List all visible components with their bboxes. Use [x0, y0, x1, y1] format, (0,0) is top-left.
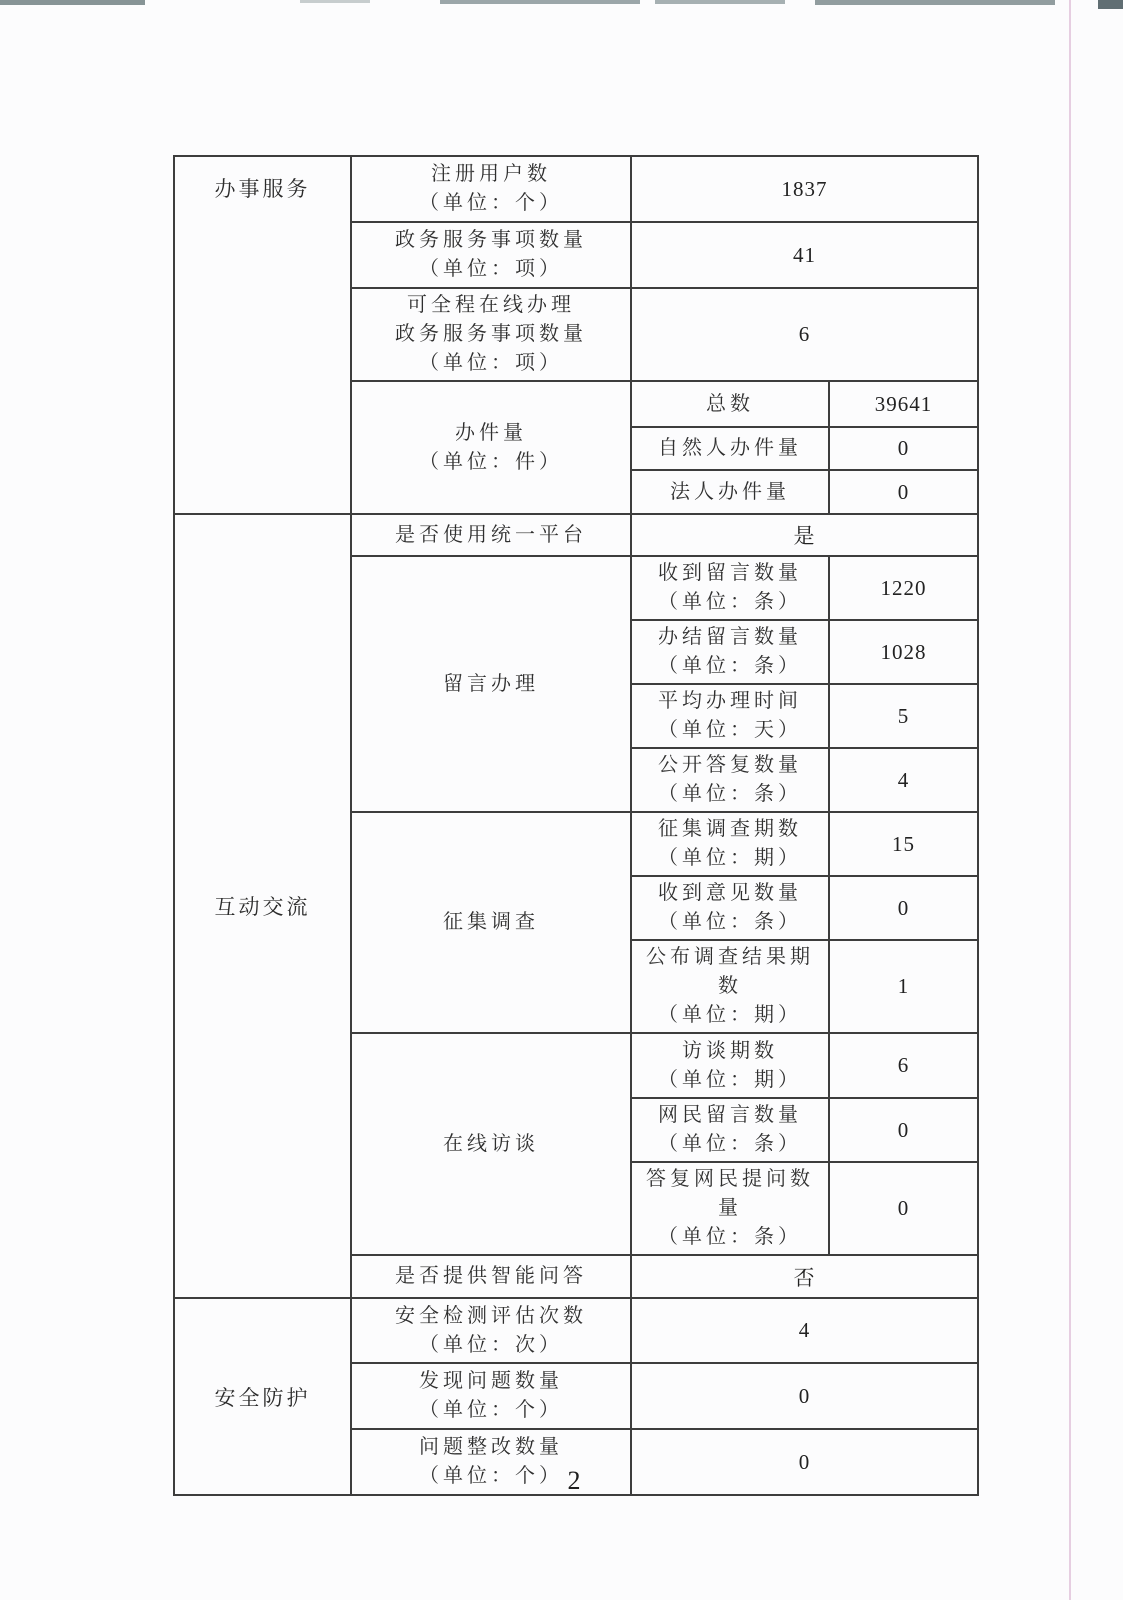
label-line: 问题整改数量	[419, 1436, 563, 1458]
subitem-label-cell	[631, 1098, 829, 1162]
item-label-cell	[351, 1363, 631, 1429]
report-table	[173, 155, 979, 1496]
scan-artifact-top	[655, 0, 785, 4]
value-cell: 0	[829, 470, 978, 514]
value-cell: 15	[829, 812, 978, 876]
subitem-label-cell	[631, 427, 829, 470]
subitem-label-cell	[631, 1033, 829, 1098]
label-line: （单位：条）	[658, 911, 802, 933]
scan-artifact-top	[0, 0, 145, 5]
value-cell: 是	[631, 514, 978, 556]
subitem-label-cell	[631, 381, 829, 427]
scan-artifact-top	[815, 0, 1055, 5]
label-line: （单位：个）	[419, 1465, 563, 1487]
item-label-cell	[351, 556, 631, 812]
value-cell: 0	[631, 1363, 978, 1429]
label-line: （单位：次）	[419, 1333, 563, 1356]
subitem-label-cell	[631, 556, 829, 620]
label-line: （单位：项）	[419, 258, 563, 280]
label-line: （单位：条）	[658, 1226, 802, 1248]
value-cell: 4	[829, 748, 978, 812]
label-line: 收到意见数量	[658, 882, 802, 904]
label-line: （单位：个）	[419, 1399, 563, 1421]
value-cell: 6	[631, 288, 978, 381]
label-line: （单位：件）	[419, 450, 563, 473]
label-line: 自然人办件量	[658, 437, 802, 459]
label-line: 办结留言数量	[658, 626, 802, 648]
label-line: 征集调查	[443, 911, 539, 933]
table-row	[174, 156, 978, 222]
category-cell: 互动交流	[174, 514, 351, 1298]
item-label-cell	[351, 156, 631, 222]
label-line: 答复网民提问数量	[646, 1168, 814, 1219]
label-line: 安全检测评估次数	[395, 1304, 587, 1327]
value-cell: 0	[829, 876, 978, 940]
item-label-cell	[351, 514, 631, 556]
subitem-label-cell	[631, 940, 829, 1033]
label-line: 发现问题数量	[419, 1370, 563, 1392]
label-line: （单位：条）	[658, 591, 802, 613]
subitem-label-cell	[631, 748, 829, 812]
item-label-cell	[351, 222, 631, 288]
item-label-cell	[351, 812, 631, 1033]
label-line: 政务服务事项数量	[395, 323, 587, 345]
label-line: （单位：条）	[658, 783, 802, 805]
subitem-label-cell	[631, 812, 829, 876]
scan-artifact-top	[300, 0, 370, 3]
item-label-cell	[351, 1298, 631, 1363]
label-line: 在线访谈	[443, 1132, 539, 1155]
subitem-label-cell	[631, 876, 829, 940]
value-cell: 1028	[829, 620, 978, 684]
label-line: 网民留言数量	[658, 1104, 802, 1126]
value-cell: 0	[829, 427, 978, 470]
table-row	[174, 1298, 978, 1363]
label-line: （单位：天）	[658, 719, 802, 741]
label-line: 公开答复数量	[658, 754, 802, 776]
label-line: （单位：期）	[658, 847, 802, 869]
label-line: （单位：项）	[419, 352, 563, 374]
value-cell: 0	[829, 1098, 978, 1162]
item-label-cell	[351, 1033, 631, 1255]
label-line: 征集调查期数	[658, 818, 802, 840]
item-label-cell	[351, 381, 631, 514]
label-line: （单位：期）	[658, 1068, 802, 1091]
value-cell: 4	[631, 1298, 978, 1363]
subitem-label-cell	[631, 1162, 829, 1255]
label-line: 收到留言数量	[658, 562, 802, 584]
label-line: （单位：条）	[658, 1133, 802, 1155]
value-cell: 0	[829, 1162, 978, 1255]
value-cell: 39641	[829, 381, 978, 427]
value-cell: 0	[631, 1429, 978, 1495]
value-cell: 1	[829, 940, 978, 1033]
scan-artifact-top	[440, 0, 640, 4]
label-line: 留言办理	[443, 672, 539, 695]
table-row	[174, 514, 978, 556]
subitem-label-cell	[631, 620, 829, 684]
subitem-label-cell	[631, 684, 829, 748]
label-line: 公布调查结果期数	[646, 946, 814, 997]
value-cell: 41	[631, 222, 978, 288]
value-cell: 5	[829, 684, 978, 748]
value-cell: 否	[631, 1255, 978, 1298]
page-number: 2	[567, 1466, 581, 1495]
label-line: （单位：期）	[658, 1004, 802, 1026]
category-cell: 办事服务	[174, 156, 351, 514]
label-line: 总数	[706, 392, 754, 415]
label-line: 注册用户数	[431, 163, 551, 185]
label-line: 法人办件量	[670, 480, 790, 503]
label-line: 政务服务事项数量	[395, 229, 587, 251]
category-cell: 安全防护	[174, 1298, 351, 1495]
value-cell: 1220	[829, 556, 978, 620]
label-line: 是否使用统一平台	[395, 523, 587, 546]
scan-artifact-line	[1069, 0, 1071, 1600]
value-cell: 1837	[631, 156, 978, 222]
item-label-cell	[351, 288, 631, 381]
label-line: （单位：条）	[658, 655, 802, 677]
scan-artifact-top	[1098, 0, 1123, 9]
item-label-cell	[351, 1255, 631, 1298]
label-line: 平均办理时间	[658, 690, 802, 712]
subitem-label-cell	[631, 470, 829, 514]
label-line: 是否提供智能问答	[395, 1265, 587, 1287]
value-cell: 6	[829, 1033, 978, 1098]
label-line: （单位：个）	[419, 192, 563, 214]
label-line: 办件量	[455, 421, 527, 444]
label-line: 可全程在线办理	[407, 294, 575, 316]
label-line: 访谈期数	[682, 1039, 778, 1062]
